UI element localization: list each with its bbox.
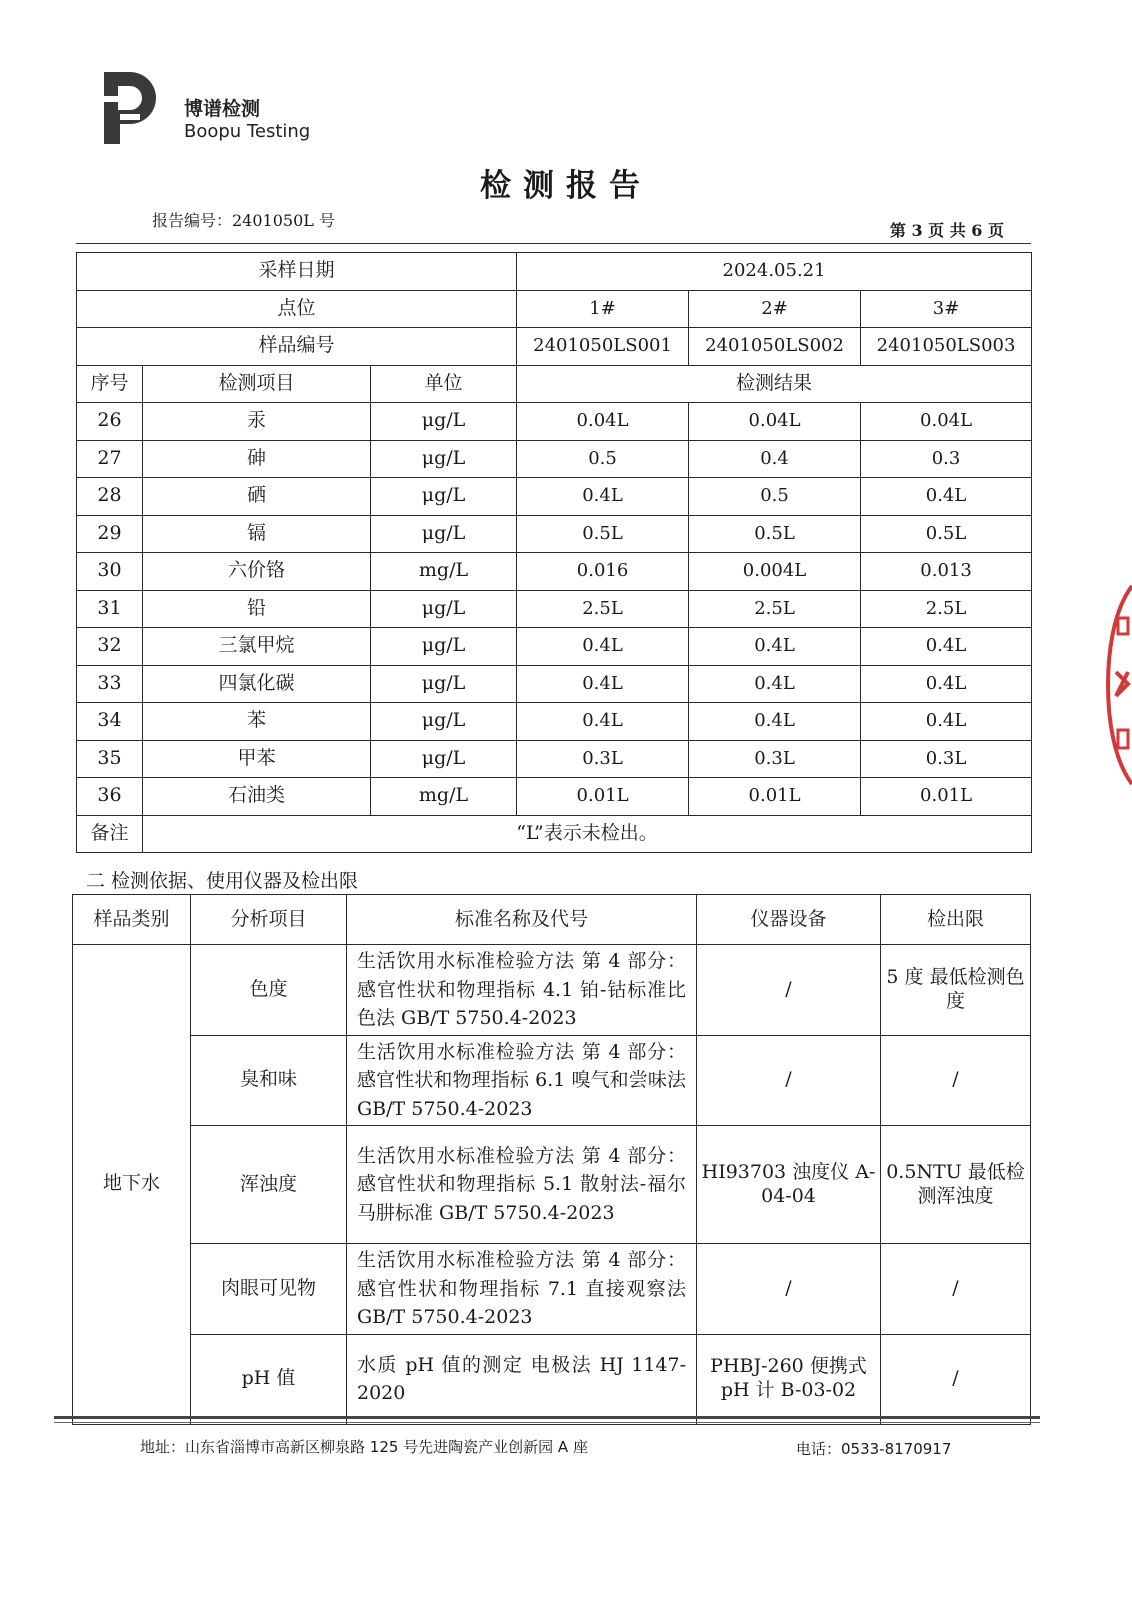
remark-text: “L”表示未检出。 [143, 815, 1032, 853]
section-2-title: 二 检测依据、使用仪器及检出限 [86, 870, 359, 892]
methods-table [72, 894, 1031, 1425]
row-unit: μg/L [371, 403, 517, 441]
row-item: 甲苯 [143, 740, 371, 778]
table-row [73, 1126, 1031, 1244]
row-item: 三氯甲烷 [143, 628, 371, 666]
analysis-item: 色度 [191, 945, 347, 1036]
row-result-2: 0.5L [689, 515, 861, 553]
row-no: 27 [77, 440, 143, 478]
table-row [77, 628, 1032, 666]
row-item: 苯 [143, 703, 371, 741]
col-header-result: 检测结果 [517, 365, 1032, 403]
row-item: 汞 [143, 403, 371, 441]
sample-id-2: 2401050LS002 [689, 328, 861, 366]
row-result-1: 0.4L [517, 703, 689, 741]
row-item: 石油类 [143, 778, 371, 816]
row-item: 镉 [143, 515, 371, 553]
row-no: 32 [77, 628, 143, 666]
row-result-1: 0.5L [517, 515, 689, 553]
row-result-1: 0.4L [517, 478, 689, 516]
label-remark: 备注 [77, 815, 143, 853]
sample-id-3: 2401050LS003 [861, 328, 1032, 366]
row-unit: μg/L [371, 590, 517, 628]
table-row [77, 740, 1032, 778]
page-title: 检测报告 [480, 168, 652, 204]
row-result-2: 0.04L [689, 403, 861, 441]
row-result-3: 0.01L [861, 778, 1032, 816]
row-no: 34 [77, 703, 143, 741]
table-row [77, 478, 1032, 516]
row-unit: mg/L [371, 553, 517, 591]
table-row [77, 553, 1032, 591]
col-header-standard: 标准名称及代号 [347, 895, 697, 945]
row-result-1: 0.04L [517, 403, 689, 441]
table-row [73, 1244, 1031, 1335]
company-name-cn: 博谱检测 [184, 98, 261, 120]
row-result-2: 0.4L [689, 628, 861, 666]
row-unit: μg/L [371, 478, 517, 516]
row-item: 六价铬 [143, 553, 371, 591]
row-result-2: 0.4L [689, 665, 861, 703]
row-item: 四氯化碳 [143, 665, 371, 703]
table-row [73, 1334, 1031, 1424]
row-no: 31 [77, 590, 143, 628]
row-result-2: 0.4 [689, 440, 861, 478]
table-row [73, 945, 1031, 1036]
row-no: 33 [77, 665, 143, 703]
table-row [77, 515, 1032, 553]
row-no: 26 [77, 403, 143, 441]
report-number: 报告编号：2401050L 号 [152, 211, 335, 230]
detection-limit: 5 度 最低检测色度 [881, 945, 1031, 1036]
detection-limit: 0.5NTU 最低检测浑浊度 [881, 1126, 1031, 1244]
row-result-3: 0.4L [861, 478, 1032, 516]
row-result-2: 0.5 [689, 478, 861, 516]
row-no: 29 [77, 515, 143, 553]
analysis-item: pH 值 [191, 1334, 347, 1424]
footer-rule-thin [54, 1422, 1040, 1423]
row-result-1: 0.4L [517, 628, 689, 666]
row-no: 35 [77, 740, 143, 778]
table-row [73, 1035, 1031, 1126]
instrument: / [697, 945, 881, 1036]
boopu-logo-icon [100, 68, 162, 148]
sample-category: 地下水 [73, 945, 191, 1425]
row-result-3: 0.04L [861, 403, 1032, 441]
point-1: 1# [517, 290, 689, 328]
row-result-3: 0.4L [861, 628, 1032, 666]
standard-name: 生活饮用水标准检验方法 第 4 部分：感官性状和物理指标 5.1 散射法-福尔马肼标准 GB/T 5750.4-2023 [347, 1126, 697, 1244]
row-unit: μg/L [371, 740, 517, 778]
row-item: 砷 [143, 440, 371, 478]
standard-name: 水质 pH 值的测定 电极法 HJ 1147-2020 [347, 1334, 697, 1424]
results-table [76, 252, 1032, 853]
row-unit: μg/L [371, 703, 517, 741]
row-no: 30 [77, 553, 143, 591]
seal-stamp-icon [1104, 580, 1132, 790]
col-header-item: 分析项目 [191, 895, 347, 945]
table-row [77, 590, 1032, 628]
header-rule [76, 243, 1031, 244]
standard-name: 生活饮用水标准检验方法 第 4 部分：感官性状和物理指标 4.1 铂-钴标准比色法 GB/T 5750.4-2023 [347, 945, 697, 1036]
footer-phone: 电话：0533-8170917 [796, 1440, 952, 1458]
detection-limit: / [881, 1035, 1031, 1126]
analysis-item: 肉眼可见物 [191, 1244, 347, 1335]
detection-limit: / [881, 1334, 1031, 1424]
standard-name: 生活饮用水标准检验方法 第 4 部分：感官性状和物理指标 7.1 直接观察法 GB/T 5750.4-2023 [347, 1244, 697, 1335]
row-result-3: 2.5L [861, 590, 1032, 628]
row-result-1: 2.5L [517, 590, 689, 628]
row-result-2: 0.004L [689, 553, 861, 591]
detection-limit: / [881, 1244, 1031, 1335]
page-number: 第 3 页 共 6 页 [889, 221, 1004, 240]
row-result-3: 0.013 [861, 553, 1032, 591]
row-result-3: 0.4L [861, 703, 1032, 741]
row-no: 36 [77, 778, 143, 816]
col-header-item: 检测项目 [143, 365, 371, 403]
row-result-3: 0.5L [861, 515, 1032, 553]
row-result-3: 0.3 [861, 440, 1032, 478]
point-2: 2# [689, 290, 861, 328]
footer-rule [54, 1416, 1040, 1419]
table-row [77, 440, 1032, 478]
col-header-category: 样品类别 [73, 895, 191, 945]
instrument: / [697, 1035, 881, 1126]
col-header-unit: 单位 [371, 365, 517, 403]
row-result-1: 0.4L [517, 665, 689, 703]
footer-address: 地址：山东省淄博市高新区柳泉路 125 号先进陶瓷产业创新园 A 座 [140, 1438, 588, 1456]
row-result-2: 0.3L [689, 740, 861, 778]
instrument: PHBJ-260 便携式 pH 计 B-03-02 [697, 1334, 881, 1424]
sampling-date: 2024.05.21 [517, 253, 1032, 291]
point-3: 3# [861, 290, 1032, 328]
table-row [77, 403, 1032, 441]
row-result-1: 0.3L [517, 740, 689, 778]
col-header-no: 序号 [77, 365, 143, 403]
sample-id-1: 2401050LS001 [517, 328, 689, 366]
row-result-1: 0.5 [517, 440, 689, 478]
table-row [77, 665, 1032, 703]
row-result-2: 0.01L [689, 778, 861, 816]
label-sampling-date: 采样日期 [77, 253, 517, 291]
row-result-1: 0.016 [517, 553, 689, 591]
col-header-limit: 检出限 [881, 895, 1031, 945]
result-rows [77, 403, 1032, 816]
label-sample-id: 样品编号 [77, 328, 517, 366]
row-result-3: 0.4L [861, 665, 1032, 703]
instrument: HI93703 浊度仪 A-04-04 [697, 1126, 881, 1244]
row-result-2: 2.5L [689, 590, 861, 628]
row-result-1: 0.01L [517, 778, 689, 816]
company-name-en: Boopu Testing [184, 121, 311, 142]
analysis-item: 浑浊度 [191, 1126, 347, 1244]
row-no: 28 [77, 478, 143, 516]
col-header-instrument: 仪器设备 [697, 895, 881, 945]
row-item: 铅 [143, 590, 371, 628]
instrument: / [697, 1244, 881, 1335]
label-point: 点位 [77, 290, 517, 328]
table-row [77, 778, 1032, 816]
analysis-item: 臭和味 [191, 1035, 347, 1126]
row-item: 硒 [143, 478, 371, 516]
table-row [77, 703, 1032, 741]
row-unit: μg/L [371, 628, 517, 666]
row-result-3: 0.3L [861, 740, 1032, 778]
row-result-2: 0.4L [689, 703, 861, 741]
row-unit: μg/L [371, 665, 517, 703]
row-unit: mg/L [371, 778, 517, 816]
row-unit: μg/L [371, 440, 517, 478]
standard-name: 生活饮用水标准检验方法 第 4 部分：感官性状和物理指标 6.1 嗅气和尝味法 GB/T 5750.4-2023 [347, 1035, 697, 1126]
row-unit: μg/L [371, 515, 517, 553]
